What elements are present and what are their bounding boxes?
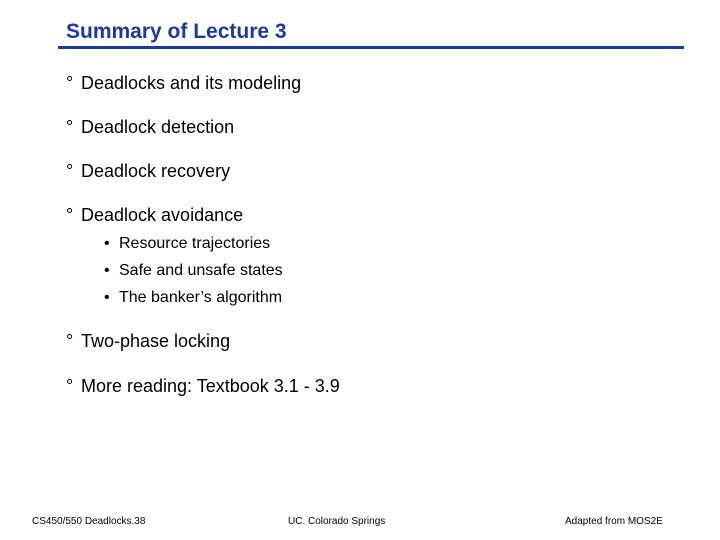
bullet-text: Deadlock detection <box>81 117 235 137</box>
bullet-item <box>66 117 234 138</box>
bullet-text: Two-phase locking <box>81 331 231 351</box>
slide-title: Summary of Lecture 3 <box>66 20 287 43</box>
bullet-marker-icon: ° <box>66 161 74 181</box>
sub-bullet-item <box>104 235 270 253</box>
sub-bullet-marker-icon: • <box>104 262 110 279</box>
bullet-item <box>66 161 230 182</box>
sub-bullet-text: Resource trajectories <box>119 235 271 252</box>
bullet-marker-icon: ° <box>66 117 74 137</box>
bullet-item <box>66 205 243 226</box>
bullet-text: Deadlock recovery <box>81 161 231 181</box>
sub-bullet-marker-icon: • <box>104 289 110 306</box>
bullet-item <box>66 73 301 94</box>
bullet-item <box>66 331 230 352</box>
sub-bullet-marker-icon: • <box>104 235 110 252</box>
sub-bullet-item <box>104 262 283 280</box>
bullet-marker-icon: ° <box>66 331 74 351</box>
footer-attribution: Adapted from MOS2E <box>565 516 663 527</box>
footer-course-label: CS450/550 Deadlocks.38 <box>32 516 146 527</box>
bullet-marker-icon: ° <box>66 73 74 93</box>
bullet-text: Deadlock avoidance <box>81 205 244 225</box>
bullet-item <box>66 376 340 397</box>
title-underline <box>58 46 684 49</box>
sub-bullet-item <box>104 289 282 307</box>
footer-institution: UC. Colorado Springs <box>288 516 386 527</box>
bullet-marker-icon: ° <box>66 376 74 396</box>
bullet-marker-icon: ° <box>66 205 74 225</box>
bullet-text: More reading: Textbook 3.1 - 3.9 <box>81 376 340 396</box>
sub-bullet-text: Safe and unsafe states <box>119 262 283 279</box>
sub-bullet-text: The banker’s algorithm <box>119 289 283 306</box>
bullet-text: Deadlocks and its modeling <box>81 73 302 93</box>
